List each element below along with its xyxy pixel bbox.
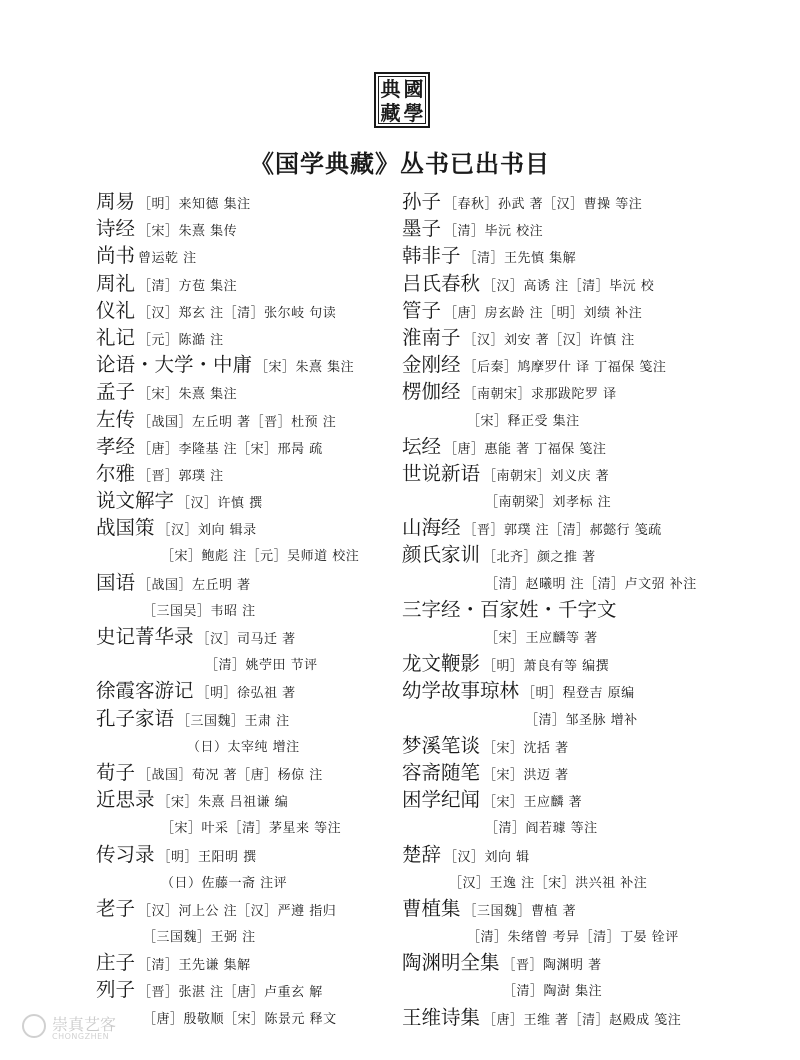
book-entry <box>96 324 396 351</box>
book-entry <box>96 976 396 1003</box>
book-annotator: ［春秋］孙武 著［汉］曹操 等注 <box>444 197 643 212</box>
book-annotator: ［宋］鲍彪 注［元］吴师道 校注 <box>161 549 360 565</box>
book-annotator: ［宋］朱熹 集传 <box>138 224 238 240</box>
book-title: 容斋随笔 <box>402 760 481 784</box>
book-title: 颜氏家训 <box>402 543 481 567</box>
book-entry <box>96 786 396 813</box>
book-entry <box>96 270 396 297</box>
book-entry <box>402 569 782 596</box>
seal-char: 學 <box>403 101 424 125</box>
book-title: 左传 <box>96 407 136 431</box>
book-title: 陶渊明全集 <box>402 951 500 975</box>
book-entry <box>96 677 396 704</box>
book-annotator: （日）太宰纯 增注 <box>187 739 300 755</box>
book-annotator: ［明］程登吉 原编 <box>522 686 635 702</box>
book-entry <box>402 297 782 324</box>
book-title: 坛经 <box>402 434 442 458</box>
book-title: 世说新语 <box>402 461 481 485</box>
book-title: 金刚经 <box>402 353 461 377</box>
book-title: 龙文鞭影 <box>402 652 481 676</box>
book-entry <box>402 868 782 895</box>
seal-char: 藏 <box>380 101 401 125</box>
book-entry <box>402 949 782 976</box>
book-annotator: ［晋］张湛 注［唐］卢重玄 解 <box>138 985 323 1001</box>
book-entry <box>96 813 396 840</box>
book-annotator: ［北齐］颜之推 著 <box>483 550 596 566</box>
book-entry <box>96 732 396 759</box>
book-entry <box>96 623 396 650</box>
book-title: 孟子 <box>96 380 136 404</box>
book-entry <box>402 351 782 378</box>
book-title: 幼学故事琼林 <box>402 679 520 703</box>
book-entry <box>96 949 396 976</box>
book-title: 孔子家语 <box>96 706 175 730</box>
book-annotator: 曾运乾 注 <box>138 251 197 267</box>
book-annotator: ［清］赵曦明 注［清］卢文弨 补注 <box>485 576 697 592</box>
book-annotator: ［明］来知德 集注 <box>138 197 251 212</box>
book-annotator: ［汉］刘安 著［汉］许慎 注 <box>463 332 635 348</box>
book-annotator: ［元］陈澔 注 <box>138 332 224 348</box>
book-title: 曹植集 <box>402 896 461 920</box>
book-annotator: ［汉］许慎 撰 <box>177 496 263 512</box>
book-entry <box>402 514 782 541</box>
book-entry <box>96 242 396 269</box>
book-annotator: ［后秦］鸠摩罗什 译 丁福保 笺注 <box>463 360 667 376</box>
book-entry <box>96 596 396 623</box>
book-entry <box>402 188 782 215</box>
book-list-right-column <box>402 188 782 1031</box>
book-entry <box>402 270 782 297</box>
book-title: 管子 <box>402 298 442 322</box>
book-annotator: ［三国吴］韦昭 注 <box>143 603 256 619</box>
book-entry <box>402 623 782 650</box>
book-annotator: ［宋］叶采［清］茅星来 等注 <box>161 821 342 837</box>
book-annotator: （日）佐藤一斋 注评 <box>161 875 288 891</box>
book-title: 荀子 <box>96 760 136 784</box>
book-title: 淮南子 <box>402 325 461 349</box>
book-entry <box>402 759 782 786</box>
book-entry <box>96 759 396 786</box>
watermark-logo-icon <box>22 1014 46 1038</box>
book-entry <box>402 242 782 269</box>
book-entry <box>96 378 396 405</box>
book-annotator: ［战国］荀况 著［唐］杨倞 注 <box>138 767 323 783</box>
book-title: 近思录 <box>96 788 155 812</box>
book-title: 史记菁华录 <box>96 625 194 648</box>
book-title: 传习录 <box>96 842 155 866</box>
book-title: 梦溪笔谈 <box>402 733 481 757</box>
book-entry <box>96 1004 396 1031</box>
book-entry <box>402 650 782 677</box>
book-title: 徐霞客游记 <box>96 679 194 703</box>
book-entry <box>402 433 782 460</box>
book-title: 仪礼 <box>96 298 136 322</box>
book-title: 庄子 <box>96 951 136 975</box>
book-entry <box>96 188 396 215</box>
book-entry <box>96 433 396 460</box>
book-entry <box>402 324 782 351</box>
book-annotator: ［宋］洪迈 著 <box>483 767 569 783</box>
book-list-left-column <box>96 188 396 1031</box>
book-entry <box>402 406 782 433</box>
book-entry <box>96 868 396 895</box>
book-annotator: ［南朝梁］刘孝标 注 <box>485 495 612 511</box>
book-title: 王维诗集 <box>402 1005 481 1029</box>
book-annotator: ［宋］朱熹 吕祖谦 编 <box>157 795 289 811</box>
book-title: 礼记 <box>96 325 136 349</box>
book-entry <box>96 406 396 433</box>
seal-char: 典 <box>380 77 401 101</box>
book-title: 国语 <box>96 570 136 594</box>
book-annotator: ［汉］刘向 辑录 <box>157 523 257 539</box>
book-title: 吕氏春秋 <box>402 271 481 295</box>
book-annotator: ［南朝宋］刘义庆 著 <box>483 468 610 484</box>
book-entry <box>96 841 396 868</box>
book-annotator: ［汉］刘向 辑 <box>444 849 530 865</box>
book-annotator: ［汉］高诱 注［清］毕沅 校 <box>483 278 655 294</box>
book-annotator: ［宋］朱熹 集注 <box>138 387 238 403</box>
book-annotator: ［宋］朱熹 集注 <box>255 360 355 376</box>
book-annotator: ［清］朱绪曾 考异［清］丁晏 铨评 <box>467 930 679 946</box>
book-annotator: ［唐］王维 著［清］赵殿成 笺注 <box>483 1012 682 1028</box>
book-entry <box>402 596 782 623</box>
book-annotator: ［明］萧良有等 编撰 <box>483 659 610 675</box>
book-entry <box>96 514 396 541</box>
book-annotator: ［三国魏］王弼 注 <box>143 930 256 946</box>
book-title: 论语・大学・中庸 <box>96 353 253 377</box>
book-entry <box>402 922 782 949</box>
book-title: 说文解字 <box>96 489 175 513</box>
seal-char: 國 <box>403 77 424 101</box>
book-annotator: ［清］姚苧田 节评 <box>205 658 318 674</box>
book-entry <box>402 487 782 514</box>
book-annotator: ［晋］郭璞 注［清］郝懿行 笺疏 <box>463 523 662 539</box>
book-title: 老子 <box>96 896 136 920</box>
book-title: 孙子 <box>402 190 442 213</box>
book-entry <box>402 895 782 922</box>
book-title: 困学纪闻 <box>402 788 481 812</box>
book-annotator: ［宋］释正受 集注 <box>467 413 580 429</box>
book-annotator: ［晋］陶渊明 著 <box>502 958 602 974</box>
book-annotator: ［唐］殷敬顺［宋］陈景元 释文 <box>143 1011 337 1027</box>
book-title: 楚辞 <box>402 842 442 866</box>
book-entry <box>96 297 396 324</box>
book-annotator: ［南朝宋］求那跋陀罗 译 <box>463 387 617 403</box>
book-title: 周礼 <box>96 271 136 295</box>
book-entry <box>402 841 782 868</box>
book-title: 孝经 <box>96 434 136 458</box>
book-annotator: ［清］阎若璩 等注 <box>485 821 598 837</box>
book-title: 韩非子 <box>402 244 461 268</box>
book-annotator: ［宋］王应麟 著 <box>483 795 583 811</box>
book-entry <box>402 786 782 813</box>
book-entry <box>402 677 782 704</box>
book-entry <box>96 895 396 922</box>
watermark-name: 崇真艺客 <box>52 1015 117 1034</box>
book-annotator: ［晋］郭璞 注 <box>138 468 224 484</box>
book-annotator: ［唐］房玄龄 注［明］刘绩 补注 <box>444 305 643 321</box>
book-title: 战国策 <box>96 516 155 540</box>
book-annotator: ［战国］左丘明 著［晋］杜预 注 <box>138 414 337 430</box>
page-title: 《国学典藏》丛书已出书目 <box>250 149 550 178</box>
book-annotator: ［战国］左丘明 著 <box>138 577 251 593</box>
book-entry <box>96 650 396 677</box>
book-annotator: ［清］陶澍 集注 <box>503 984 603 1000</box>
book-annotator: ［明］徐弘祖 著 <box>196 686 296 702</box>
book-entry <box>402 378 782 405</box>
book-title: 墨子 <box>402 217 442 241</box>
book-annotator: ［清］王先慎 集解 <box>463 251 577 267</box>
book-annotator: ［清］邹圣脉 增补 <box>525 712 638 728</box>
book-annotator: ［宋］王应麟等 著 <box>485 631 598 646</box>
book-annotator: ［清］王先谦 集解 <box>138 958 251 974</box>
book-annotator: ［唐］李隆基 注［宋］邢昺 疏 <box>138 441 323 457</box>
watermark-sub: CHONGZHEN <box>52 1032 110 1041</box>
book-entry <box>402 976 782 1003</box>
watermark <box>22 1012 132 1046</box>
guoxue-diancang-seal <box>374 72 430 128</box>
book-annotator: ［明］王阳明 撰 <box>157 849 257 865</box>
book-annotator: ［汉］河上公 注［汉］严遵 指归 <box>138 903 337 919</box>
book-entry <box>402 541 782 568</box>
book-title: 尔雅 <box>96 461 136 485</box>
book-annotator: ［三国魏］曹植 著 <box>463 903 577 919</box>
book-entry <box>402 705 782 732</box>
book-entry <box>402 813 782 840</box>
book-annotator: ［三国魏］王肃 注 <box>177 713 290 729</box>
book-annotator: ［宋］沈括 著 <box>483 740 569 756</box>
book-entry <box>96 705 396 732</box>
book-entry <box>402 460 782 487</box>
book-title: 诗经 <box>96 217 136 241</box>
book-title: 三字经・百家姓・千字文 <box>402 597 617 621</box>
book-entry <box>402 215 782 242</box>
book-title: 周易 <box>96 190 136 213</box>
book-entry <box>96 541 396 568</box>
book-entry <box>96 487 396 514</box>
book-entry <box>96 922 396 949</box>
book-entry <box>402 732 782 759</box>
book-title: 列子 <box>96 978 136 1002</box>
book-annotator: ［汉］郑玄 注［清］张尔岐 句读 <box>138 305 337 321</box>
book-annotator: ［清］方苞 集注 <box>138 278 238 294</box>
book-title: 楞伽经 <box>402 380 461 404</box>
book-title: 尚书 <box>96 244 136 268</box>
book-annotator: ［汉］司马迁 著 <box>196 632 296 647</box>
book-annotator: ［唐］惠能 著 丁福保 笺注 <box>444 441 607 457</box>
book-entry <box>402 1004 782 1031</box>
book-annotator: ［清］毕沅 校注 <box>444 224 544 240</box>
book-entry <box>96 569 396 596</box>
book-title: 山海经 <box>402 516 461 540</box>
book-entry <box>96 215 396 242</box>
book-entry <box>96 460 396 487</box>
book-entry <box>96 351 396 378</box>
book-annotator: ［汉］王逸 注［宋］洪兴祖 补注 <box>449 875 648 891</box>
